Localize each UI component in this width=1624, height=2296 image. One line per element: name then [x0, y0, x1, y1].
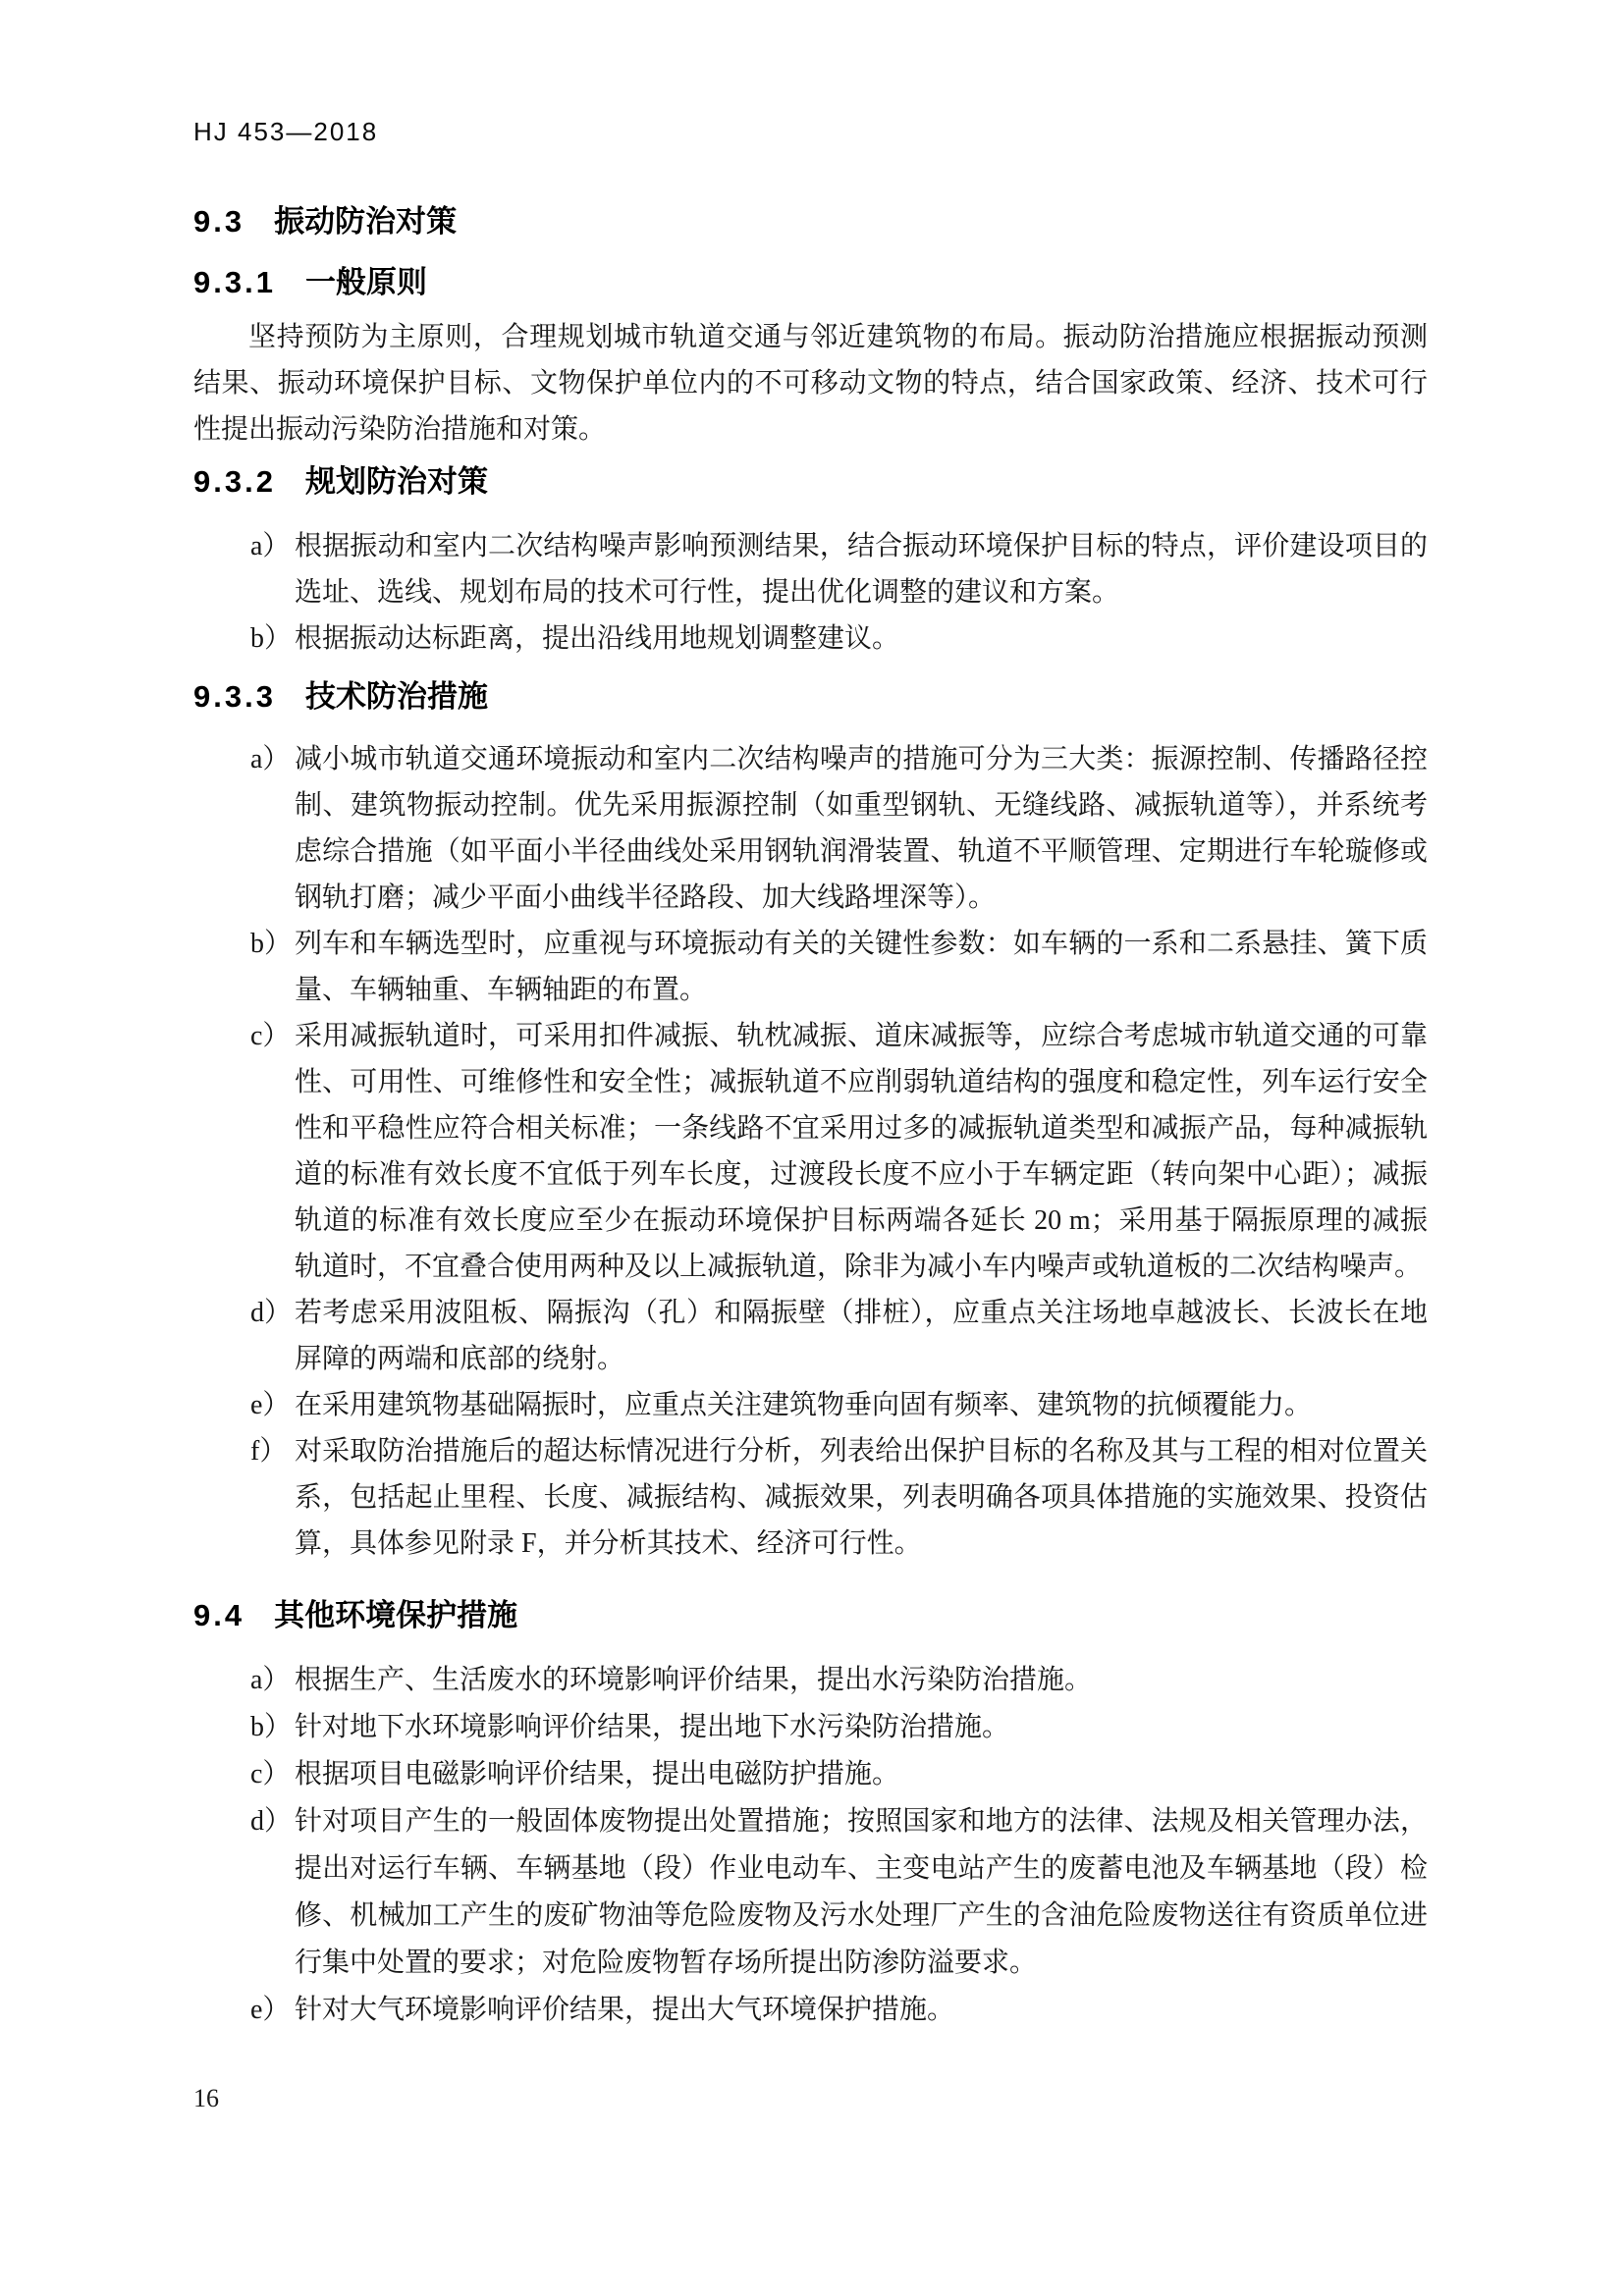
- item-label: a）: [250, 1665, 291, 1695]
- subsection-9-3-3-number: 9.3.3: [193, 679, 276, 714]
- subsection-9-3-2-number: 9.3.2: [193, 464, 276, 499]
- item-text: 列车和车辆选型时，应重视与环境振动有关的关键性参数：如车辆的一系和二系悬挂、簧下质量、车辆轴重、车辆轴距的布置。: [295, 929, 1428, 1005]
- item-label: e）: [250, 1995, 291, 2025]
- list-item-d: [250, 1798, 1428, 1987]
- item-text: 根据振动达标距离，提出沿线用地规划调整建议。: [295, 623, 900, 654]
- item-text: 若考虑采用波阻板、隔振沟（孔）和隔振壁（排桩），应重点关注场地卓越波长、长波长在地屏障的两端和底部的绕射。: [295, 1298, 1428, 1374]
- list-item-a: [250, 523, 1428, 615]
- subsection-9-3-1-title: 一般原则: [304, 265, 427, 299]
- item-label: a）: [250, 744, 291, 774]
- list-item-c: [250, 1751, 1428, 1798]
- item-label: d）: [250, 1806, 293, 1837]
- item-text: 在采用建筑物基础隔振时，应重点关注建筑物垂向固有频率、建筑物的抗倾覆能力。: [295, 1390, 1313, 1420]
- list-item-d: [250, 1290, 1428, 1382]
- subsection-9-3-2-title: 规划防治对策: [304, 464, 488, 499]
- item-text: 根据生产、生活废水的环境影响评价结果，提出水污染防治措施。: [295, 1665, 1093, 1695]
- list-item-b: [250, 1704, 1428, 1751]
- page-number: 16: [193, 2084, 219, 2112]
- subsection-9-3-1-heading: [193, 263, 1428, 302]
- list-item-b: [250, 615, 1428, 662]
- clause-list-9-3-3: [193, 736, 1428, 1567]
- item-label: f）: [250, 1436, 288, 1467]
- subsection-9-3-3-heading: [193, 677, 1428, 717]
- list-item-a: [250, 1657, 1428, 1704]
- list-item-e: [250, 1382, 1428, 1428]
- item-label: a）: [250, 531, 291, 561]
- item-text: 针对大气环境影响评价结果，提出大气环境保护措施。: [295, 1995, 955, 2025]
- list-item-e: [250, 1987, 1428, 2034]
- subsection-9-3-3-title: 技术防治措施: [304, 679, 488, 714]
- item-text: 根据振动和室内二次结构噪声影响预测结果，结合振动环境保护目标的特点，评价建设项目的选址、选线、规划布局的技术可行性，提出优化调整的建议和方案。: [295, 531, 1428, 608]
- item-text: 针对项目产生的一般固体废物提出处置措施；按照国家和地方的法律、法规及相关管理办法，提出对运行车辆、车辆基地（段）作业电动车、主变电站产生的废蓄电池及车辆基地（段）检修、机械加工产生的废矿物油等危险废物及污水处理厂产生的含油危险废物送往有资质单位进行集中处置的要求；对危险废物暂存场所提出防渗防溢要求。: [295, 1806, 1428, 1978]
- section-9-3-heading: [193, 202, 1428, 241]
- item-label: d）: [250, 1298, 293, 1328]
- item-text: 针对地下水环境影响评价结果，提出地下水污染防治措施。: [295, 1712, 1010, 1742]
- item-label: b）: [250, 1712, 293, 1742]
- item-label: b）: [250, 623, 293, 654]
- section-9-4-title: 其他环境保护措施: [274, 1598, 518, 1632]
- section-9-4-heading: [193, 1596, 1428, 1635]
- section-9-3-title: 振动防治对策: [274, 204, 458, 239]
- subsection-9-3-1-number: 9.3.1: [193, 265, 276, 299]
- section-9-4-number: 9.4: [193, 1598, 245, 1632]
- clause-list-9-3-2: [193, 523, 1428, 662]
- item-label: b）: [250, 929, 293, 959]
- list-item-f: [250, 1428, 1428, 1567]
- item-text: 根据项目电磁影响评价结果，提出电磁防护措施。: [295, 1759, 900, 1789]
- clause-list-9-4: [193, 1657, 1428, 2034]
- item-label: c）: [250, 1021, 291, 1051]
- paragraph-9-3-1: 坚持预防为主原则，合理规划城市轨道交通与邻近建筑物的布局。振动防治措施应根据振动预测结果、振动环境保护目标、文物保护单位内的不可移动文物的特点，结合国家政策、经济、技术可行性提出振动污染防治措施和对策。: [193, 322, 1428, 445]
- item-label: e）: [250, 1390, 291, 1420]
- standard-number-header: HJ 453—2018: [193, 117, 379, 146]
- item-text: 采用减振轨道时，可采用扣件减振、轨枕减振、道床减振等，应综合考虑城市轨道交通的可靠性、可用性、可维修性和安全性；减振轨道不应削弱轨道结构的强度和稳定性，列车运行安全性和平稳性应符合相关标准；一条线路不宜采用过多的减振轨道类型和减振产品，每种减振轨道的标准有效长度不宜低于列车长度，过渡段长度不应小于车辆定距（转向架中心距）；减振轨道的标准有效长度应至少在振动环境保护目标两端各延长 20 m；采用基于隔振原理的减振轨道时，不宜叠合使用两种及以上减振轨道，除非为减小车内噪声或轨道板的二次结构噪声。: [295, 1021, 1428, 1282]
- section-9-3-number: 9.3: [193, 204, 245, 239]
- item-text: 对采取防治措施后的超达标情况进行分析，列表给出保护目标的名称及其与工程的相对位置关系，包括起止里程、长度、减振结构、减振效果，列表明确各项具体措施的实施效果、投资估算，具体参见附录 F，并分析其技术、经济可行性。: [295, 1436, 1428, 1559]
- list-item-b: [250, 921, 1428, 1013]
- list-item-a: [250, 736, 1428, 921]
- list-item-c: [250, 1013, 1428, 1290]
- item-label: c）: [250, 1759, 291, 1789]
- item-text: 减小城市轨道交通环境振动和室内二次结构噪声的措施可分为三大类：振源控制、传播路径控制、建筑物振动控制。优先采用振源控制（如重型钢轨、无缝线路、减振轨道等），并系统考虑综合措施（如平面小半径曲线处采用钢轨润滑装置、轨道不平顺管理、定期进行车轮璇修或钢轨打磨；减少平面小曲线半径路段、加大线路埋深等）。: [295, 744, 1428, 913]
- subsection-9-3-2-heading: [193, 462, 1428, 502]
